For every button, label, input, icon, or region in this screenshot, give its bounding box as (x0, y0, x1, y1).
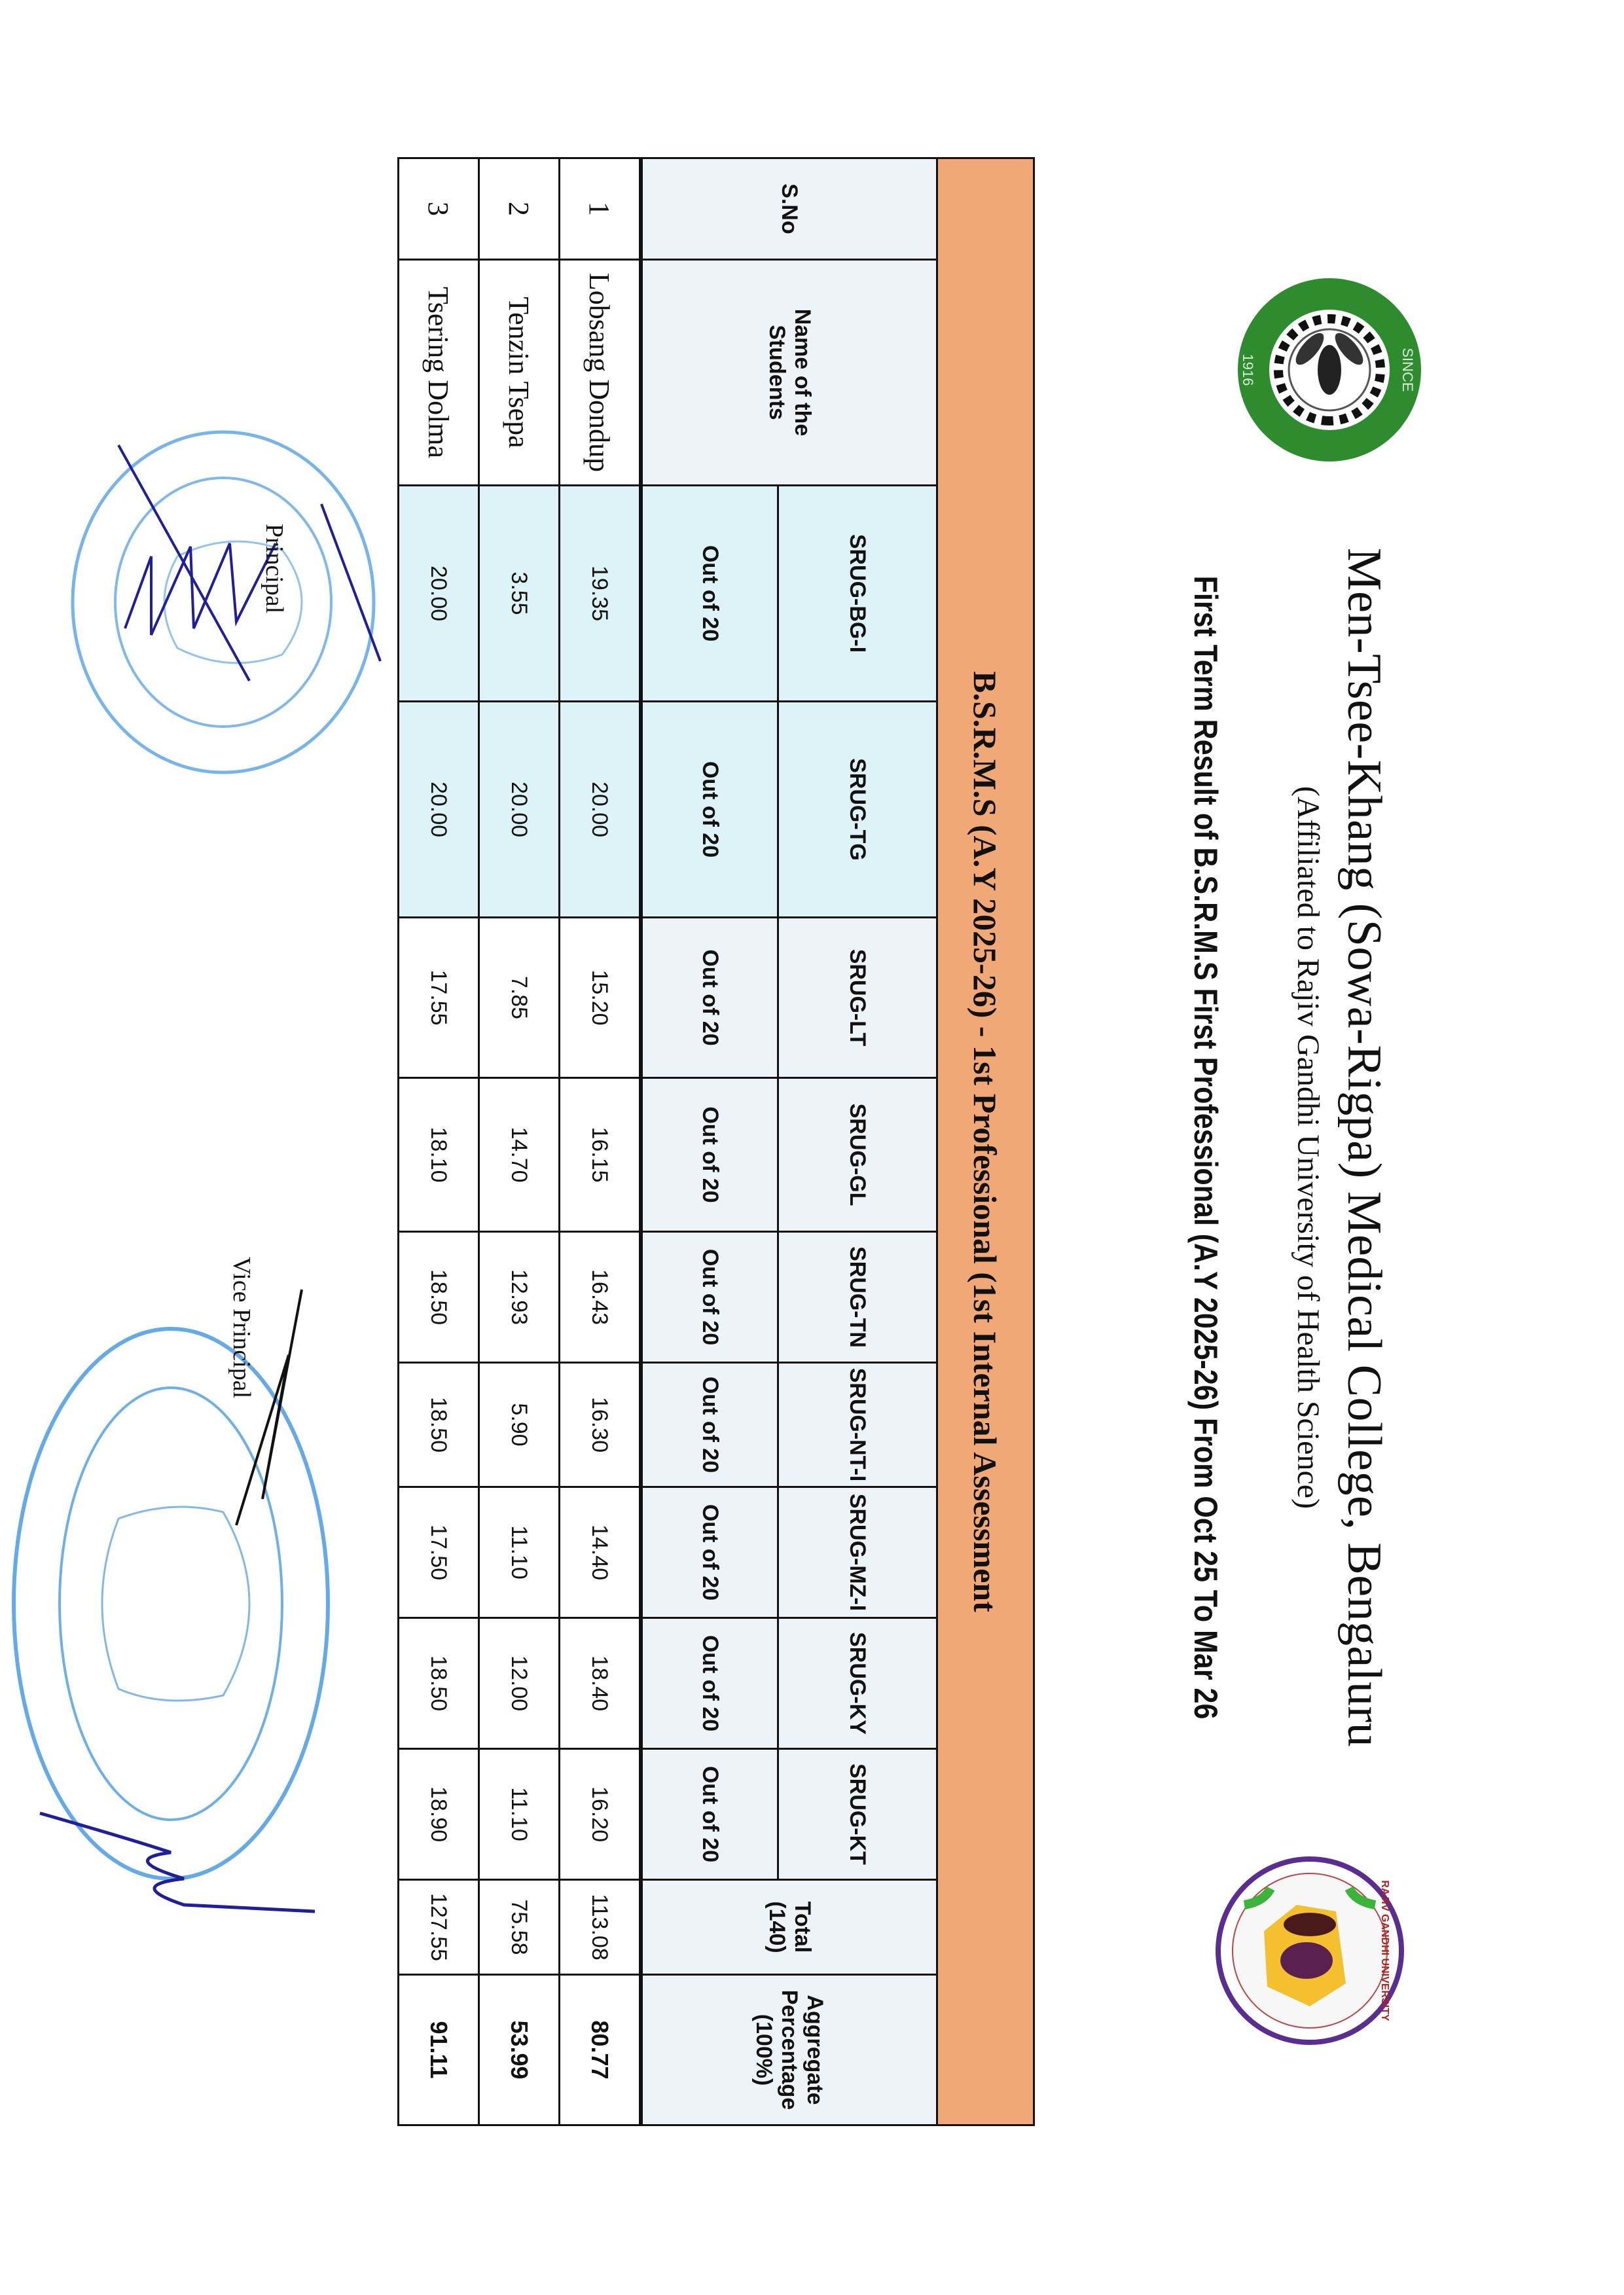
row-sno: 2 (479, 158, 560, 260)
table-row (479, 158, 560, 2125)
column-header-aggregate: Aggregate Percentage (100%) (641, 1975, 937, 2125)
row-aggregate: 80.77 (560, 1975, 641, 2125)
column-header-subject: SRUG-KY (778, 1618, 937, 1749)
row-subject-mark: 11.10 (479, 1487, 560, 1618)
row-aggregate: 53.99 (479, 1975, 560, 2125)
row-subject-mark: 18.50 (399, 1618, 479, 1749)
row-subject-mark: 18.50 (399, 1363, 479, 1487)
row-subject-mark: 16.15 (560, 1078, 641, 1232)
men-tsee-khang-emblem-icon (1231, 272, 1428, 468)
row-total: 113.08 (560, 1880, 641, 1975)
principal-stamp (53, 419, 393, 786)
row-subject-mark: 7.85 (479, 918, 560, 1078)
column-header-sno: S.No (641, 158, 937, 260)
column-subheader-max: Out of 20 (641, 918, 778, 1078)
svg-text:1916: 1916 (1240, 353, 1256, 386)
vice-principal-stamp (1, 1237, 380, 1957)
column-header-subject: SRUG-TN (778, 1232, 937, 1363)
row-subject-mark: 17.55 (399, 918, 479, 1078)
column-subheader-max: Out of 20 (641, 702, 778, 918)
svg-text:RAJIV GANDHI UNIVERSITY: RAJIV GANDHI UNIVERSITY (1379, 1880, 1390, 2021)
row-total: 75.58 (479, 1880, 560, 1975)
row-subject-mark: 20.00 (399, 702, 479, 918)
column-subheader-max: Out of 20 (641, 1487, 778, 1618)
row-sno: 1 (560, 158, 641, 260)
column-header-subject: SRUG-LT (778, 918, 937, 1078)
assessment-band-title: B.S.R.M.S (A.Y 2025-26) - 1st Professional (1st Internal Assessment (937, 158, 1034, 2125)
row-subject-mark: 12.93 (479, 1232, 560, 1363)
column-header-subject: SRUG-NT-I (778, 1363, 937, 1487)
row-subject-mark: 18.50 (399, 1232, 479, 1363)
row-student-name: Tenzin Tsepa (479, 260, 560, 486)
results-table-body (399, 158, 641, 2125)
column-subheader-max: Out of 20 (641, 1618, 778, 1749)
svg-text:SINCE: SINCE (1399, 348, 1416, 392)
row-subject-mark: 18.10 (399, 1078, 479, 1232)
column-header-subject: SRUG-GL (778, 1078, 937, 1232)
column-header-subject: SRUG-MZ-I (778, 1487, 937, 1618)
vice-principal-label: Vice Principal (228, 1257, 255, 1399)
results-table (397, 157, 1035, 2126)
column-subheader-max: Out of 20 (641, 1363, 778, 1487)
table-row (399, 158, 479, 2125)
row-sno: 3 (399, 158, 479, 260)
row-subject-mark: 20.00 (560, 702, 641, 918)
row-subject-mark: 15.20 (560, 918, 641, 1078)
column-subheader-max: Out of 20 (641, 1078, 778, 1232)
column-subheader-max: Out of 20 (641, 486, 778, 702)
row-subject-mark: 14.40 (560, 1487, 641, 1618)
column-header-subject: SRUG-BG-I (778, 486, 937, 702)
row-subject-mark: 11.10 (479, 1749, 560, 1880)
row-student-name: Tsering Dolma (399, 260, 479, 486)
result-title: First Term Result of B.S.R.M.S First Professional (A.Y 2025-26) From Oct 25 To Mar 26 (1187, 575, 1224, 1720)
row-subject-mark: 16.20 (560, 1749, 641, 1880)
column-header-subject: SRUG-KT (778, 1749, 937, 1880)
results-table-wrapper (397, 157, 1035, 2126)
column-header-total: Total (140) (641, 1880, 937, 1975)
column-subheader-max: Out of 20 (641, 1749, 778, 1880)
row-subject-mark: 3.55 (479, 486, 560, 702)
table-row (560, 158, 641, 2125)
principal-label: Principal (261, 524, 288, 614)
row-subject-mark: 20.00 (399, 486, 479, 702)
row-subject-mark: 14.70 (479, 1078, 560, 1232)
row-aggregate: 91.11 (399, 1975, 479, 2125)
row-subject-mark: 16.30 (560, 1363, 641, 1487)
column-subheader-max: Out of 20 (641, 1232, 778, 1363)
row-subject-mark: 18.90 (399, 1749, 479, 1880)
row-subject-mark: 16.43 (560, 1232, 641, 1363)
college-name: Men-Tsee-Khang (Sowa-Rigpa) Medical College, Bengaluru (1337, 547, 1391, 1748)
row-student-name: Lobsang Dondup (560, 260, 641, 486)
row-subject-mark: 19.35 (560, 486, 641, 702)
affiliation-text: (Affiliated to Rajiv Gandhi University of Health Science) (1291, 786, 1326, 1509)
row-total: 127.55 (399, 1880, 479, 1975)
row-subject-mark: 12.00 (479, 1618, 560, 1749)
row-subject-mark: 20.00 (479, 702, 560, 918)
row-subject-mark: 5.90 (479, 1363, 560, 1487)
row-subject-mark: 18.40 (560, 1618, 641, 1749)
row-subject-mark: 17.50 (399, 1487, 479, 1618)
column-header-name: Name of the Students (641, 260, 937, 486)
column-header-subject: SRUG-TG (778, 702, 937, 918)
